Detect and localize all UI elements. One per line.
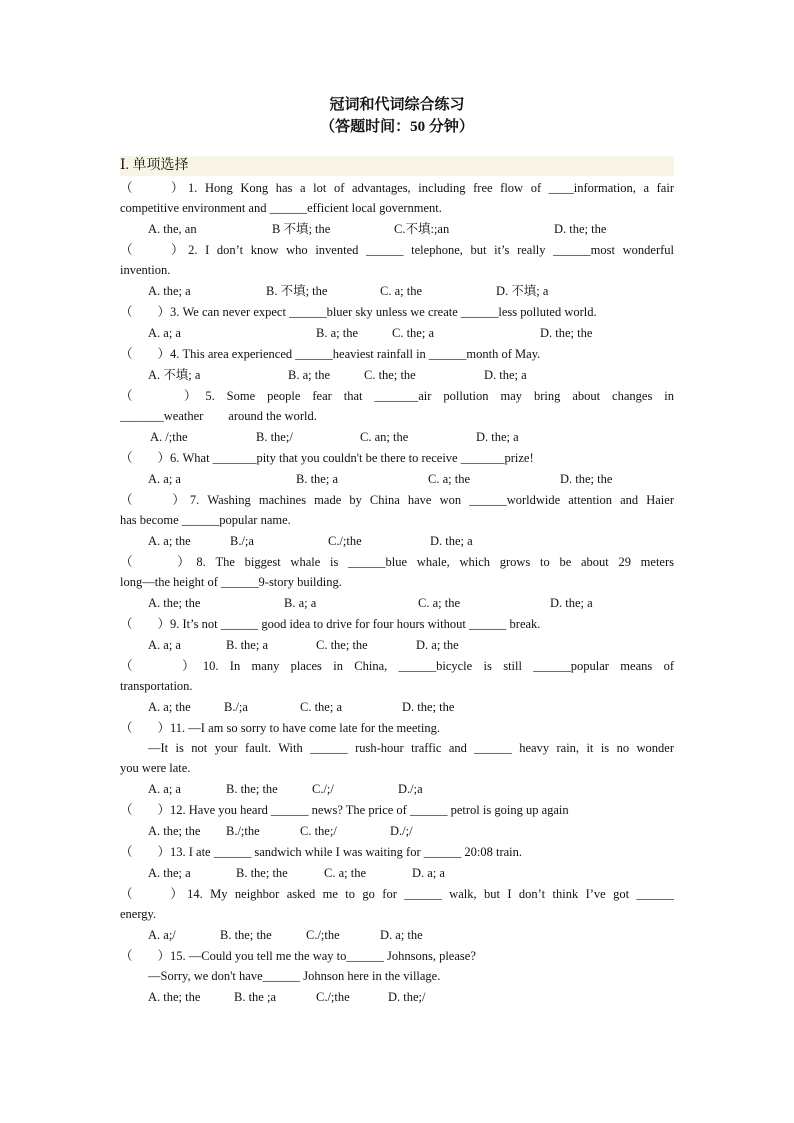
question-5-options	[120, 426, 674, 448]
option-a: A. the; the	[148, 990, 201, 1004]
question-10-options	[120, 696, 674, 718]
option-b: B 不填; the	[272, 222, 331, 236]
option-a: A. the; the	[148, 596, 201, 610]
question-14: （ ）14. My neighbor asked me to go for ______ walk, but I don’t think I’ve got ______	[120, 887, 674, 901]
option-b: B. the; the	[220, 928, 272, 942]
option-d: D. the; a	[476, 430, 519, 444]
option-c: C./;the	[328, 534, 362, 548]
option-d: D. 不填; a	[496, 284, 549, 298]
option-d: D. the; the	[540, 326, 593, 340]
option-d: D. a; a	[412, 866, 445, 880]
question-2-cont: invention.	[120, 263, 171, 277]
option-d: D. the; a	[550, 596, 593, 610]
question-1-options	[120, 218, 674, 240]
option-d: D./;a	[398, 782, 423, 796]
question-2: （ ）2. I don’t know who invented ______ telephone, but it’s really ______most wonderful	[120, 243, 674, 257]
question-1-cont: competitive environment and ______efficient local government.	[120, 201, 442, 215]
question-5-cont: _______weather around the world.	[120, 409, 317, 423]
question-4-options	[120, 364, 674, 386]
question-13: （ ）13. I ate ______ sandwich while I was waiting for ______ 20:08 train.	[120, 845, 523, 859]
question-15-response: —Sorry, we don't have______ Johnson here in the village.	[148, 969, 441, 983]
option-a: A. a; a	[148, 472, 181, 486]
option-b: B./;a	[230, 534, 254, 548]
question-11-response: —It is not your fault. With ______ rush-hour traffic and ______ heavy rain, it is no wonder	[148, 741, 674, 755]
question-9-options	[120, 634, 674, 656]
option-d: D. the; the	[560, 472, 613, 486]
option-b: B. the; the	[226, 782, 278, 796]
question-9: （ ）9. It’s not ______ good idea to drive for four hours without ______ break.	[120, 617, 541, 631]
question-7-options	[120, 530, 674, 552]
option-a: A. the; a	[148, 284, 191, 298]
option-c: C. an; the	[360, 430, 409, 444]
option-b: B. the ;a	[234, 990, 277, 1004]
option-a: A. a; the	[148, 700, 191, 714]
question-14-options	[120, 924, 674, 946]
option-b: B. a; a	[284, 596, 317, 610]
question-10-cont: transportation.	[120, 679, 193, 693]
option-a: A. 不填; a	[148, 368, 201, 382]
option-d: D. the; the	[402, 700, 455, 714]
question-7: （ ）7. Washing machines made by China have won ______worldwide attention and Haier	[120, 493, 674, 507]
option-a: A. a; a	[148, 326, 181, 340]
option-c: C. a; the	[418, 596, 461, 610]
option-c: C. the;/	[300, 824, 337, 838]
option-c: C. the; a	[300, 700, 343, 714]
question-13-options	[120, 862, 674, 884]
option-b: B. the; a	[296, 472, 339, 486]
question-7-cont: has become ______popular name.	[120, 513, 291, 527]
option-c: C. a; the	[428, 472, 471, 486]
question-15: （ ）15. —Could you tell me the way to______ Johnsons, please?	[120, 949, 476, 963]
question-11-cont: you were late.	[120, 761, 191, 775]
page-subtitle: （答题时间：50 分钟）	[320, 119, 474, 135]
option-b: B. 不填; the	[266, 284, 328, 298]
option-c: C. the; the	[316, 638, 368, 652]
option-a: A. a;/	[148, 928, 176, 942]
question-3: （ ）3. We can never expect ______bluer sky unless we create ______less polluted world.	[120, 305, 597, 319]
option-b: B./;a	[224, 700, 248, 714]
question-11: （ ）11. —I am so sorry to have come late for the meeting.	[120, 721, 440, 735]
option-a: A. the; the	[148, 824, 201, 838]
option-d: D. the; a	[430, 534, 473, 548]
option-b: B. the;/	[256, 430, 293, 444]
option-b: B. the; a	[226, 638, 269, 652]
question-8: （ ）8. The biggest whale is ______blue whale, which grows to be about 29 meters	[120, 555, 674, 569]
question-14-cont: energy.	[120, 907, 157, 921]
question-8-options	[120, 592, 674, 614]
option-c: C. the; a	[392, 326, 435, 340]
option-a: A. /;the	[150, 430, 188, 444]
option-c: C./;the	[316, 990, 350, 1004]
question-5: （ ）5. Some people fear that _______air pollution may bring about changes in	[120, 389, 674, 403]
document-page	[120, 94, 674, 1008]
option-d: D. the; a	[484, 368, 527, 382]
option-d: D. a; the	[416, 638, 459, 652]
option-b: B. a; the	[316, 326, 359, 340]
question-12-options	[120, 820, 674, 842]
option-a: A. the; a	[148, 866, 191, 880]
option-a: A. a; a	[148, 782, 181, 796]
question-11-options	[120, 778, 674, 800]
page-title: 冠词和代词综合练习	[329, 97, 465, 113]
question-6-options	[120, 468, 674, 490]
option-b: B./;the	[226, 824, 260, 838]
option-c: C. a; the	[324, 866, 367, 880]
option-c: C./;the	[306, 928, 340, 942]
option-a: A. a; the	[148, 534, 191, 548]
question-2-options	[120, 280, 674, 302]
option-d: D. a; the	[380, 928, 423, 942]
option-b: B. the; the	[236, 866, 288, 880]
option-c: C. the; the	[364, 368, 416, 382]
option-c: C./;/	[312, 782, 334, 796]
question-list	[120, 178, 674, 1008]
option-a: A. the, an	[148, 222, 197, 236]
question-3-options	[120, 322, 674, 344]
question-15-options	[120, 986, 674, 1008]
option-d: D. the;/	[388, 990, 426, 1004]
option-d: D./;/	[390, 824, 413, 838]
option-c: C. a; the	[380, 284, 423, 298]
question-8-cont: long—the height of ______9-story building.	[120, 575, 342, 589]
question-12: （ ）12. Have you heard ______ news? The price of ______ petrol is going up again	[120, 803, 569, 817]
option-b: B. a; the	[288, 368, 331, 382]
section-heading: Ⅰ. 单项选择	[120, 156, 674, 176]
option-c: C.不填:;an	[394, 222, 450, 236]
option-a: A. a; a	[148, 638, 181, 652]
question-6: （ ）6. What _______pity that you couldn't be there to receive _______prize!	[120, 451, 534, 465]
question-10: （ ）10. In many places in China, ______bicycle is still ______popular means of	[120, 659, 674, 673]
question-4: （ ）4. This area experienced ______heaviest rainfall in ______month of May.	[120, 347, 541, 361]
question-1: （ ）1. Hong Kong has a lot of advantages, including free flow of ____information, a fair	[120, 181, 674, 195]
option-d: D. the; the	[554, 222, 607, 236]
